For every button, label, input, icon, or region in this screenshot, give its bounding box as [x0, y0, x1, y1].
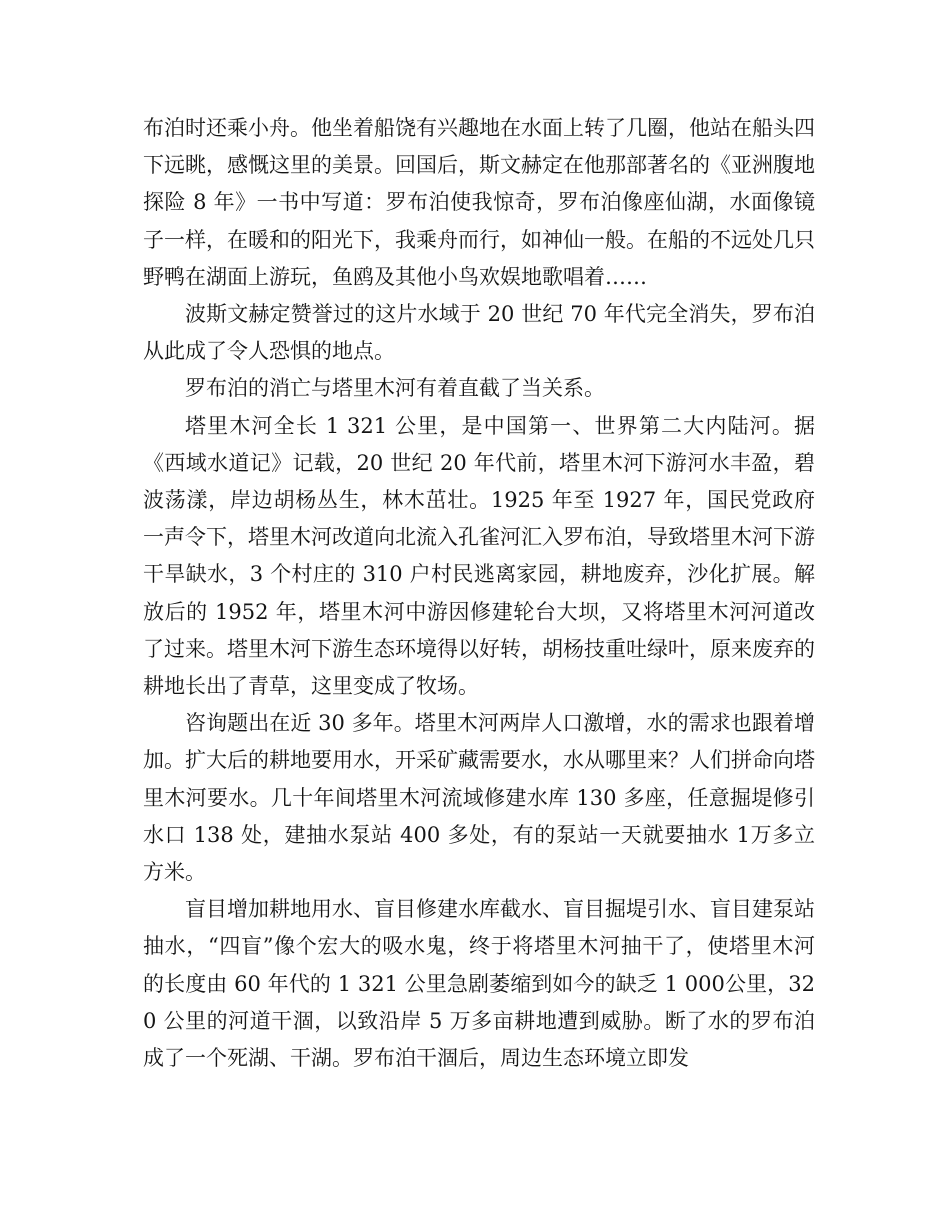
paragraph: 布泊时还乘小舟。他坐着船饶有兴趣地在水面上转了几圈，他站在船头四下远眺，感慨这里的美景。回国后，斯文赫定在他那部著名的《亚洲腹地探险 8 年》一书中写道：罗布泊使我惊奇，罗布泊像座仙湖，水面像镜子一样，在暖和的阳光下，我乘舟而行，如神仙一般。在船的不远处几只野鸭在湖面上游玩，鱼鸥及其他小鸟欢娱地歌唱着……: [143, 116, 815, 289]
paragraph: 罗布泊的消亡与塔里木河有着直截了当关系。: [185, 376, 605, 401]
paragraph: 塔里木河全长 1 321 公里，是中国第一、世界第二大内陆河。据《西域水道记》记载，20 世纪 20 年代前，塔里木河下游河水丰盈，碧波荡漾，岸边胡杨丛生，林木茁壮。1925 年至 1927 年，国民党政府一声令下，塔里木河改道向北流入孔雀河汇入罗布泊，导致塔里木河下游干旱缺水，3 个村庄的 310 户村民逃离家园，耕地废弃，沙化扩展。解放后的 1952 年，塔里木河中游因修建轮台大坝，又将塔里木河河道改了过来。塔里木河下游生态环境得以好转，胡杨技重吐绿叶，原来废弃的耕地长出了青草，这里变成了牧场。: [143, 413, 815, 699]
paragraph: 盲目增加耕地用水、盲目修建水库截水、盲目掘堤引水、盲目建泵站抽水，“四盲”像个宏大的吸水鬼，终于将塔里木河抽干了，使塔里木河的长度由 60 年代的 1 321 公里急剧萎缩到如今的缺乏 1 000公里，320 公里的河道干涸，以致沿岸 5 万多亩耕地遭到威胁。断了水的罗布泊成了一个死湖、干湖。罗布泊干涸后，周边生态环境立即发: [143, 897, 815, 1071]
body-text: [143, 110, 815, 1077]
paragraph: 咨询题出在近 30 多年。塔里木河两岸人口激增，水的需求也跟着增加。扩大后的耕地要用水，开采矿藏需要水，水从哪里来？人们拼命向塔里木河要水。几十年间塔里木河流域修建水库 130 多座，任意掘堤修引水口 138 处，建抽水泵站 400 多处，有的泵站一天就要抽水 1万多立方米。: [143, 711, 815, 885]
paragraph: 波斯文赫定赞誉过的这片水域于 20 世纪 70 年代完全消失，罗布泊从此成了令人恐惧的地点。: [143, 302, 815, 364]
